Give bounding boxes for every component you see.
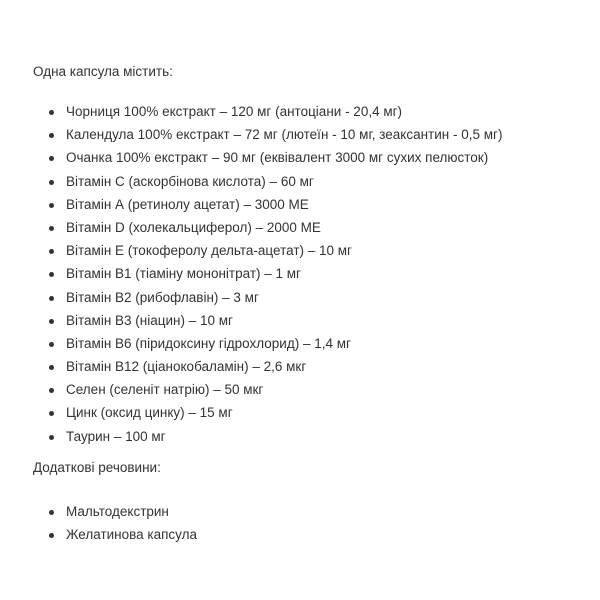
list-item-text: Вітамін Е (токоферолу дельта-ацетат) – 10 мг [66, 243, 352, 259]
list-item-text: Вітамін В1 (тіаміну мононітрат) – 1 мг [66, 266, 301, 282]
list-item-text: Календула 100% екстракт – 72 мг (лютеїн - 10 мг, зеаксантин - 0,5 мг) [66, 127, 503, 143]
bullet-icon [49, 226, 54, 231]
bullet-icon [49, 510, 54, 515]
bullet-icon [49, 365, 54, 370]
bullet-icon [49, 342, 54, 347]
list-item-text: Очанка 100% екстракт – 90 мг (еквівалент 3000 мг сухих пелюсток) [66, 150, 489, 166]
list-item [0, 173, 502, 196]
list-item-text: Вітамін В2 (рибофлавін) – 3 мг [66, 289, 259, 305]
list-item [0, 503, 197, 526]
bullet-icon [49, 272, 54, 277]
list-item-text: Вітамін В12 (ціанокобаламін) – 2,6 мкг [66, 359, 307, 375]
additional-substances-list [0, 503, 197, 549]
list-item [0, 149, 502, 172]
list-item-text: Селен (селеніт натрію) – 50 мкг [66, 382, 264, 398]
list-item [0, 526, 197, 549]
list-item-text: Таурин – 100 мг [66, 428, 166, 444]
list-item [0, 335, 502, 358]
bullet-icon [49, 296, 54, 301]
list-item-text: Вітамін D (холекальциферол) – 2000 МЕ [66, 219, 321, 235]
bullet-icon [49, 533, 54, 538]
list-item [0, 126, 502, 149]
list-item [0, 358, 502, 381]
bullet-icon [49, 435, 54, 440]
list-item-text: Вітамін В3 (ніацин) – 10 мг [66, 312, 233, 328]
bullet-icon [49, 180, 54, 185]
bullet-icon [49, 411, 54, 416]
list-item-text: Мальтодекстрин [66, 504, 169, 519]
list-item [0, 219, 502, 242]
list-item [0, 312, 502, 335]
list-item [0, 289, 502, 312]
list-item-text: Вітамін В6 (піридоксину гідрохлорид) – 1,4 мг [66, 335, 351, 351]
list-item [0, 381, 502, 404]
list-item [0, 428, 502, 451]
list-item-text: Вітамін С (аскорбінова кислота) – 60 мг [66, 173, 314, 189]
section-heading-capsule-contents: Одна капсула містить: [33, 64, 173, 79]
bullet-icon [49, 203, 54, 208]
list-item [0, 265, 502, 288]
bullet-icon [49, 110, 54, 115]
bullet-icon [49, 319, 54, 324]
list-item [0, 196, 502, 219]
list-item [0, 404, 502, 427]
list-item-text: Вітамін А (ретинолу ацетат) – 3000 МЕ [66, 196, 309, 212]
list-item-text: Желатинова капсула [66, 527, 198, 542]
list-item-text: Цинк (оксид цинку) – 15 мг [66, 405, 233, 421]
bullet-icon [49, 249, 54, 254]
bullet-icon [49, 133, 54, 138]
section-heading-additional-substances: Додаткові речовини: [33, 460, 161, 475]
ingredients-list [0, 103, 502, 451]
list-item [0, 103, 502, 126]
bullet-icon [49, 388, 54, 393]
list-item [0, 242, 502, 265]
list-item-text: Чорниця 100% екстракт – 120 мг (антоціани - 20,4 мг) [66, 104, 403, 119]
bullet-icon [49, 156, 54, 161]
